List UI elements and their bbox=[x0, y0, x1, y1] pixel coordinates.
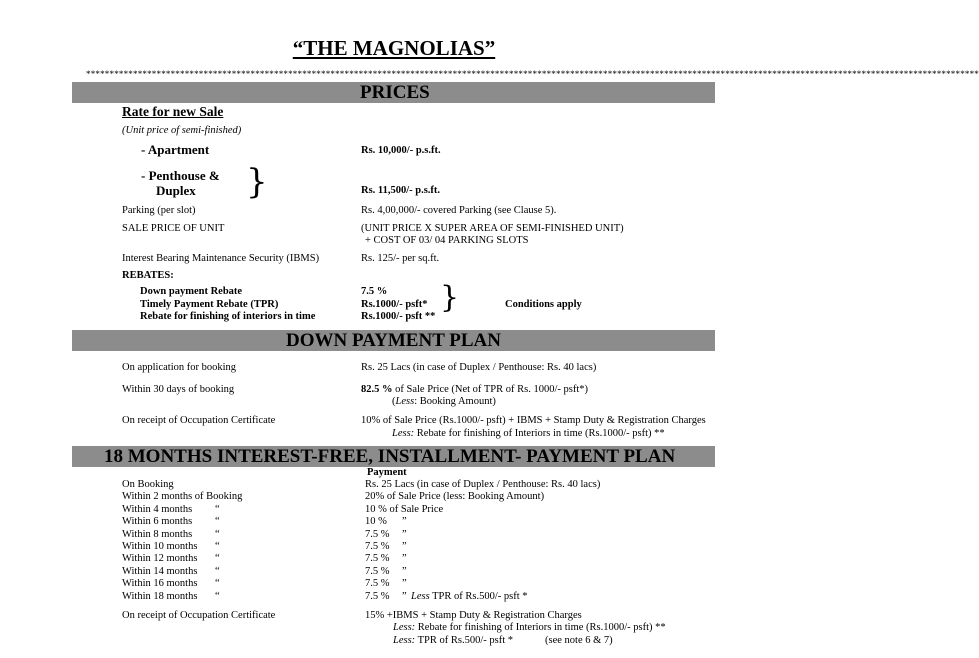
dp-row3-less bbox=[392, 428, 665, 439]
installment-last-note bbox=[411, 591, 528, 602]
rebate-label: Timely Payment Rebate (TPR) bbox=[140, 299, 279, 310]
down-payment-heading: DOWN PAYMENT PLAN bbox=[286, 330, 501, 351]
rebate-value: Rs.1000/- psft* bbox=[361, 299, 428, 310]
installment-row-ditto: “ bbox=[215, 541, 220, 552]
installment-row-label: Within 12 months bbox=[122, 553, 198, 565]
rebates-label: REBATES: bbox=[122, 270, 174, 281]
dp-row2-percent: 82.5 % bbox=[361, 384, 393, 395]
dp-row3-less-word: Less: bbox=[392, 428, 415, 439]
penthouse-price: Rs. 11,500/- p.s.ft. bbox=[361, 185, 441, 196]
separator-stars: ********************************************************************************************************************************************************************************************** bbox=[86, 69, 979, 79]
dp-row2-text: of Sale Price (Net of TPR of Rs. 1000/- psft*) bbox=[392, 384, 588, 395]
rebate-label: Down payment Rebate bbox=[140, 286, 243, 297]
installment-row-label: Within 6 months bbox=[122, 516, 193, 528]
rebate-label: Rebate for finishing of interiors in time bbox=[140, 311, 316, 322]
installment-row-value: 10 % bbox=[365, 516, 387, 528]
installment-last-note-less: Less bbox=[411, 590, 430, 602]
oc-value: 15% +IBMS + Stamp Duty & Registration Charges bbox=[365, 610, 582, 621]
installment-last-note-text: TPR of Rs.500/- psft * bbox=[429, 590, 528, 602]
installment-row-value: 7.5 % bbox=[365, 578, 390, 590]
installment-row-value: 7.5 % bbox=[365, 553, 390, 565]
installment-row-ditto: “ bbox=[215, 528, 220, 540]
installment-row-label: Within 18 months bbox=[122, 590, 198, 602]
installment-row-value: 20% of Sale Price (less: Booking Amount) bbox=[365, 491, 545, 503]
installment-heading: 18 MONTHS INTEREST-FREE, INSTALLMENT- PAYMENT PLAN bbox=[104, 446, 676, 467]
dp-row2-value bbox=[361, 384, 588, 395]
conditions-apply: Conditions apply bbox=[505, 299, 582, 310]
oc-less1-word: Less: bbox=[393, 622, 416, 633]
rebate-value: Rs.1000/- psft ** bbox=[361, 311, 436, 322]
oc-less1-text: Rebate for finishing of Interiors in time (Rs.1000/- psft) ** bbox=[415, 622, 666, 633]
rate-heading: Rate for new Sale bbox=[122, 104, 224, 119]
apartment-price: Rs. 10,000/- p.s.ft. bbox=[361, 145, 441, 156]
rebates-brace: } bbox=[440, 280, 460, 315]
installment-row-ditto: “ bbox=[215, 565, 220, 577]
oc-less2-text: TPR of Rs.500/- psft * bbox=[415, 635, 513, 646]
sale-price-label: SALE PRICE OF UNIT bbox=[122, 223, 225, 234]
parking-value: Rs. 4,00,000/- covered Parking (see Clause 5). bbox=[361, 205, 557, 216]
installment-row-ditto: “ bbox=[215, 503, 220, 515]
installment-row-value: Rs. 25 Lacs (in case of Duplex / Penthouse: Rs. 40 lacs) bbox=[365, 479, 601, 490]
installment-row-ditto: “ bbox=[215, 553, 220, 565]
document-title: “THE MAGNOLIAS” bbox=[292, 36, 496, 60]
installment-row-value: 7.5 % bbox=[365, 590, 390, 602]
prices-heading: PRICES bbox=[360, 82, 430, 103]
installment-row-label: Within 4 months bbox=[122, 503, 193, 515]
apartment-label: - Apartment bbox=[141, 142, 210, 157]
installment-row-ditto-value: ” bbox=[402, 578, 407, 590]
penthouse-label-line1: - Penthouse & bbox=[141, 168, 220, 183]
installment-row-label: Within 16 months bbox=[122, 578, 198, 590]
dp-row3-label: On receipt of Occupation Certificate bbox=[122, 415, 276, 426]
oc-note: (see note 6 & 7) bbox=[545, 635, 613, 646]
dp-row2-label: Within 30 days of booking bbox=[122, 384, 235, 395]
installment-row-label: Within 2 months of Booking bbox=[122, 491, 243, 503]
oc-label: On receipt of Occupation Certificate bbox=[122, 610, 276, 621]
installment-row-ditto-value: ” bbox=[402, 553, 407, 565]
oc-less1 bbox=[393, 622, 666, 633]
oc-less2-word: Less: bbox=[393, 635, 416, 646]
installment-row-ditto-value: ” bbox=[402, 565, 407, 577]
installment-row-value: 10 % of Sale Price bbox=[365, 503, 444, 515]
rebate-value: 7.5 % bbox=[361, 286, 388, 297]
installment-row-value: 7.5 % bbox=[365, 541, 390, 552]
installment-row-label: Within 14 months bbox=[122, 565, 198, 577]
dp-row2-less-word: Less bbox=[395, 396, 415, 407]
installment-row-ditto: “ bbox=[215, 516, 220, 528]
down-payment-heading-bar bbox=[72, 330, 715, 351]
installment-row-label: On Booking bbox=[122, 479, 174, 490]
sale-price-line2: + COST OF 03/ 04 PARKING SLOTS bbox=[365, 235, 529, 246]
dp-row2-less-text: : Booking Amount) bbox=[414, 396, 496, 407]
installment-row-ditto-value: ” bbox=[402, 590, 407, 602]
dp-row3-less-text: Rebate for finishing of Interiors in time (Rs.1000/- psft) ** bbox=[414, 428, 665, 439]
prices-heading-bar bbox=[72, 82, 715, 103]
ibms-value: Rs. 125/- per sq.ft. bbox=[361, 253, 440, 264]
unit-note: (Unit price of semi-finished) bbox=[122, 125, 242, 136]
installment-row-value: 7.5 % bbox=[365, 565, 390, 577]
installment-row-ditto-value: ” bbox=[402, 516, 407, 528]
installment-row-label: Within 8 months bbox=[122, 528, 193, 540]
installment-heading-bar bbox=[72, 446, 715, 467]
penthouse-brace: } bbox=[246, 162, 268, 202]
oc-less2 bbox=[393, 635, 513, 646]
dp-row1-label: On application for booking bbox=[122, 362, 237, 373]
parking-label: Parking (per slot) bbox=[122, 205, 196, 216]
payment-header: Payment bbox=[367, 467, 407, 478]
sale-price-line1: (UNIT PRICE X SUPER AREA OF SEMI-FINISHED UNIT) bbox=[361, 223, 624, 234]
installment-row-label: Within 10 months bbox=[122, 541, 198, 552]
ibms-label: Interest Bearing Maintenance Security (IBMS) bbox=[122, 253, 320, 264]
installment-row-value: 7.5 % bbox=[365, 528, 390, 540]
dp-row2-less bbox=[392, 396, 496, 407]
installment-row-ditto: “ bbox=[215, 590, 220, 602]
dp-row1-value: Rs. 25 Lacs (in case of Duplex / Penthouse: Rs. 40 lacs) bbox=[361, 362, 597, 373]
installment-row-ditto-value: ” bbox=[402, 528, 407, 540]
installment-row-ditto: “ bbox=[215, 578, 220, 590]
dp-row2-less-open: ( bbox=[392, 396, 396, 407]
installment-row-ditto-value: ” bbox=[402, 541, 407, 552]
penthouse-label-line2: Duplex bbox=[156, 183, 196, 198]
dp-row3-value: 10% of Sale Price (Rs.1000/- psft) + IBMS + Stamp Duty & Registration Charges bbox=[361, 415, 706, 426]
